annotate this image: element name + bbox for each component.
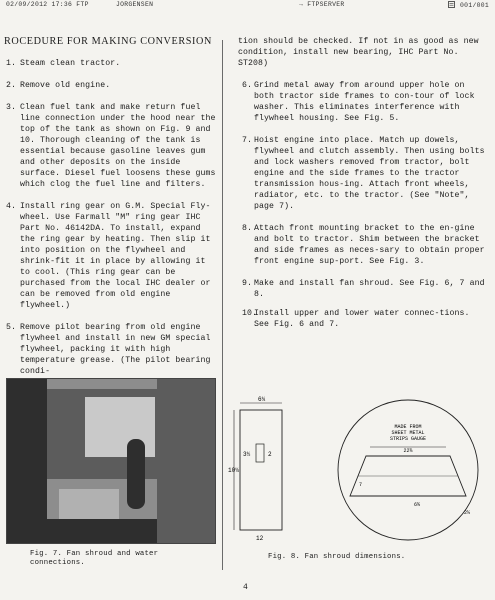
fax-recipient: → FTPSERVER <box>299 1 345 8</box>
procedure-heading: ROCEDURE FOR MAKING CONVERSION <box>4 36 212 47</box>
step-number: 7. <box>242 136 253 145</box>
dim-shroud-left-label: 7 <box>359 482 363 488</box>
step-text: Clean fuel tank and make return fuel line connection under the hood near the top of the tank as shown on Fig. 9 and 10. Thorough cleaning of the tank is essential because gasoline leaves gum and other deposits on the inside surface. Diesel fuel loosens these gums which clog the fuel line and filters. <box>20 103 216 189</box>
column-divider <box>222 40 223 570</box>
step-number: 5. <box>6 323 17 332</box>
made-from-line1: MADE FROM <box>394 424 422 430</box>
step-item <box>4 80 218 91</box>
figure-7-caption: Fig. 7. Fan shroud and water connections. <box>30 550 159 567</box>
photo-hose <box>127 439 145 509</box>
step-number: 8. <box>242 224 253 233</box>
step-number: 6. <box>242 81 253 90</box>
figure-8-drawing <box>228 394 490 546</box>
step-text: Install ring gear on G.M. Special Fly-wheel. Use Farmall "M" ring gear IHC Part No. 46142DA. To install, expand the ring gear by heating. Then slip it into position on the flywheel and shrink-fit it in place by allowing it to cool. (This ring gear can be purchased from the local IHC dealer or can be removed from old engine flywheel.) <box>20 202 211 310</box>
right-column <box>230 36 488 338</box>
dim-mid-right-label: 2 <box>268 451 272 458</box>
figure-7-photo <box>6 378 216 544</box>
step-item <box>230 278 488 300</box>
fax-page-counter-group <box>448 1 489 9</box>
step-number: 10. <box>242 309 258 318</box>
photo-highlight <box>59 489 119 519</box>
photo-radiator <box>157 379 215 543</box>
step-item <box>230 80 488 124</box>
step-number: 1. <box>6 59 17 68</box>
document-icon <box>448 1 455 8</box>
step-text: Remove old engine. <box>20 81 111 90</box>
page-number: 4 <box>243 583 248 592</box>
step-item <box>230 36 488 69</box>
made-from-line3: STRIPS GAUGE <box>389 436 427 442</box>
step-text: Attach front mounting bracket to the en-gine and bolt to tractor. Shim between the bracket and side frames as neces-sary to obtain proper front engine sup-port. See Fig. 3. <box>254 224 485 266</box>
dim-top-label: 6¼ <box>258 396 266 403</box>
step-item <box>4 102 218 190</box>
step-item <box>4 322 218 377</box>
photo-floor <box>47 519 157 543</box>
step-number: 3. <box>6 103 17 112</box>
step-item <box>230 135 488 212</box>
step-text: Make and install fan shroud. See Fig. 6, 7 and 8. <box>254 279 485 299</box>
dim-side-label: 10¼ <box>228 467 239 474</box>
fax-sender: JORGENSEN <box>116 1 154 8</box>
dim-shroud-top-label: 22¾ <box>403 448 413 454</box>
step-number: 9. <box>242 279 253 288</box>
step-number: 4. <box>6 202 17 211</box>
dim-circle-right-label: 2¼ <box>464 510 471 516</box>
shroud-strip-slot <box>256 444 264 462</box>
figure-8-caption: Fig. 8. Fan shroud dimensions. <box>268 553 406 561</box>
made-from-line2: SHEET METAL <box>391 430 425 436</box>
fax-header <box>6 1 489 11</box>
step-item <box>230 223 488 267</box>
step-text: Install upper and lower water connec-tions. See Fig. 6 and 7. <box>254 309 470 329</box>
photo-shadow-region <box>7 379 47 543</box>
step-text: tion should be checked. If not in as good as new condition, install new bearing, IHC Part No. ST208) <box>238 37 479 68</box>
step-text: Grind metal away from around upper hole on both tractor side frames to con-tour of lock washer. This eliminates interference with flywheel housing. See Fig. 5. <box>254 81 475 123</box>
fax-page-counter: 001/001 <box>460 2 489 9</box>
shroud-circle-outline <box>338 400 478 540</box>
step-item <box>230 308 488 330</box>
left-column <box>4 36 218 388</box>
shroud-strip-outline <box>240 410 282 530</box>
step-item <box>4 201 218 311</box>
dim-bottom-label: 12 <box>256 535 264 542</box>
dim-shroud-bottom-label: 6¾ <box>414 502 421 508</box>
dim-mid-left-label: 3½ <box>243 451 251 458</box>
step-text: Steam clean tractor. <box>20 59 121 68</box>
fax-timestamp: 02/09/2012 17:36 FTP <box>6 1 89 8</box>
step-text: Hoist engine into place. Match up dowels, flywheel and clutch assembly. Then using bolts and lock washers removed from tractor, bolt engine and the side frames to the tractor transmission hous-ing. Attach front wheels, radiator, etc. to the tractor. (See "Note", page 7). <box>254 136 485 211</box>
step-number: 2. <box>6 81 17 90</box>
step-text: Remove pilot bearing from old engine flywheel and install in new GM special flywheel, packing it with high temperature grease. (The pilot bearing condi- <box>20 323 211 376</box>
step-item <box>4 58 218 69</box>
